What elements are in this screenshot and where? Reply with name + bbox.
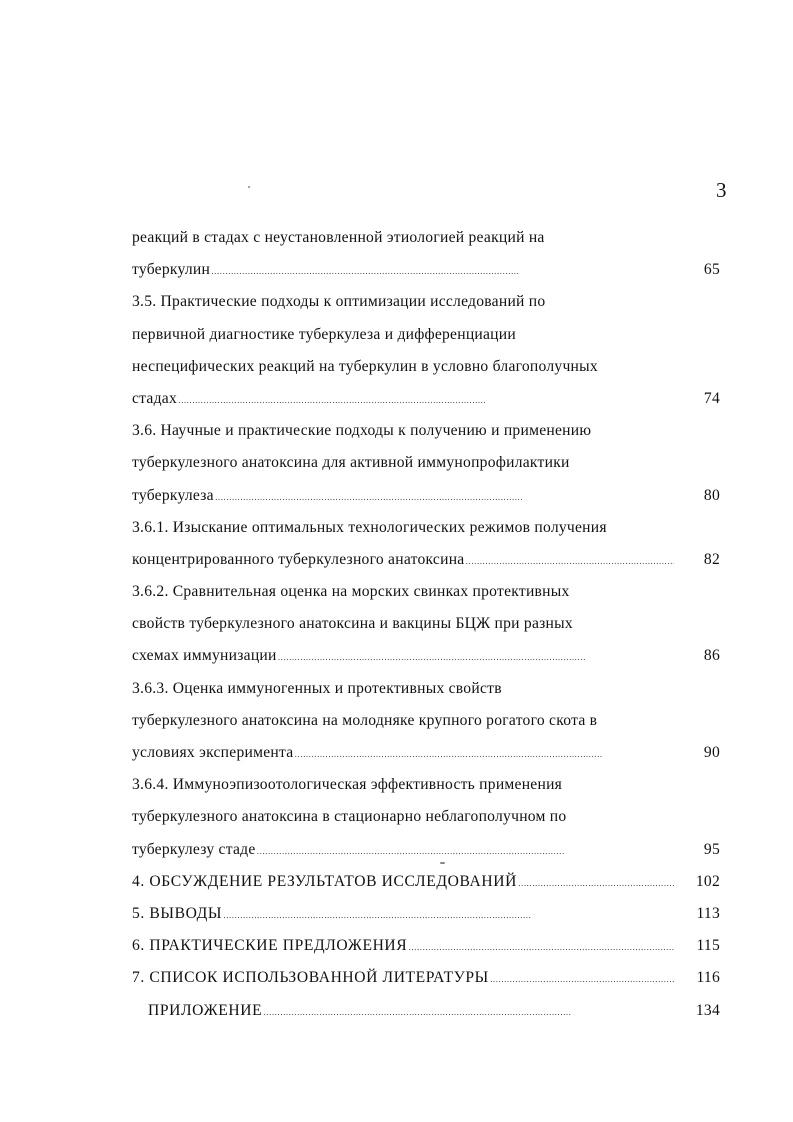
toc-entry-page: 134 [695, 1001, 720, 1019]
toc-entry-text: туберкулезного анатоксина на молодняке крупного рогатого скота в [132, 711, 598, 729]
toc-entry-text: стадах . . . [132, 383, 674, 417]
toc-entry-text: условиях эксперимента . . . [132, 737, 674, 771]
table-of-contents [0, 222, 793, 1027]
toc-entry-text: туберкулезного анатоксина для активной иммунопрофилактики [132, 454, 570, 472]
toc-entry-text: 3.6.1. Изыскание оптимальных технологических режимов получения [132, 518, 607, 536]
toc-entry-text: туберкулезу стаде . . . [132, 834, 674, 868]
toc-entry-text: первичной диагностике туберкулеза и дифференциации [132, 325, 516, 343]
toc-entry-text: туберкулезного анатоксина в стационарно неблагополучном по [132, 808, 567, 826]
toc-entry-text: 5. ВЫВОДЫ . . . [132, 898, 674, 932]
toc-entry-page: 74 [703, 389, 720, 407]
toc-entry-page: 116 [696, 969, 720, 987]
toc-entry-text: 7. СПИСОК ИСПОЛЬЗОВАННОЙ ЛИТЕРАТУРЫ . . . [132, 962, 674, 996]
toc-entry-text: концентрированного туберкулезного анатоксина . . . [132, 544, 674, 578]
toc-entry [0, 222, 793, 254]
toc-entry-text: 3.6.3. Оценка иммуногенных и протективных свойств [132, 679, 502, 697]
toc-entry [0, 319, 793, 351]
toc-entry [0, 383, 793, 415]
toc-entry [0, 480, 793, 512]
toc-entry-text: туберкулин . . . [132, 254, 674, 288]
toc-entry [0, 576, 793, 608]
toc-entry [0, 962, 793, 994]
toc-entry [0, 834, 793, 866]
toc-entry [0, 640, 793, 672]
toc-entry [0, 415, 793, 447]
toc-entry-page: 95 [703, 840, 720, 858]
toc-entry-text: 3.6.2. Сравнительная оценка на морских свинках протективных [132, 583, 570, 601]
toc-entry-text: 6. ПРАКТИЧЕСКИЕ ПРЕДЛОЖЕНИЯ . . . [132, 930, 674, 964]
toc-entry [0, 254, 793, 286]
toc-entry [0, 673, 793, 705]
toc-entry-text: 3.6.4. Иммуноэпизоотологическая эффективность применения [132, 776, 563, 794]
toc-entry [0, 769, 793, 801]
toc-entry [0, 898, 793, 930]
toc-entry-page: 82 [703, 550, 720, 568]
toc-entry-text: свойств туберкулезного анатоксина и вакцины БЦЖ при разных [132, 615, 573, 633]
toc-entry-page: 65 [703, 261, 720, 279]
toc-entry [0, 866, 793, 898]
toc-entry [0, 737, 793, 769]
toc-entry [0, 930, 793, 962]
toc-entry-text: ПРИЛОЖЕНИЕ . . . [148, 995, 674, 1029]
toc-entry-text: 3.5. Практические подходы к оптимизации исследований по [132, 293, 546, 311]
toc-entry-text: 4. ОБСУЖДЕНИЕ РЕЗУЛЬТАТОВ ИССЛЕДОВАНИЙ . . . [132, 866, 674, 900]
toc-entry-page: 115 [696, 937, 720, 955]
toc-entry [0, 544, 793, 576]
scan-speck [248, 186, 250, 188]
scan-speck [440, 862, 445, 864]
toc-entry [0, 351, 793, 383]
toc-entry [0, 801, 793, 833]
toc-entry-page: 90 [703, 744, 720, 761]
toc-entry [0, 608, 793, 640]
toc-entry-text: 3.6. Научные и практические подходы к получению и применению [132, 422, 592, 440]
toc-entry-text: неспецифических реакций на туберкулин в условно благополучных [132, 357, 598, 375]
toc-entry [0, 512, 793, 544]
toc-entry [0, 286, 793, 318]
toc-entry-page: 113 [696, 904, 720, 922]
page-number: 3 [716, 178, 727, 202]
toc-entry-page: 102 [695, 872, 720, 890]
toc-entry-text: туберкулеза . . . [132, 480, 674, 514]
toc-entry-text: реакций в стадах с неустановленной этиологией реакций на [132, 229, 545, 246]
toc-entry-page: 80 [703, 486, 720, 504]
toc-entry [0, 995, 793, 1027]
toc-entry-page: 86 [703, 647, 720, 665]
toc-entry [0, 705, 793, 737]
toc-entry [0, 447, 793, 479]
toc-entry-text: схемах иммунизации . . . [132, 640, 674, 674]
